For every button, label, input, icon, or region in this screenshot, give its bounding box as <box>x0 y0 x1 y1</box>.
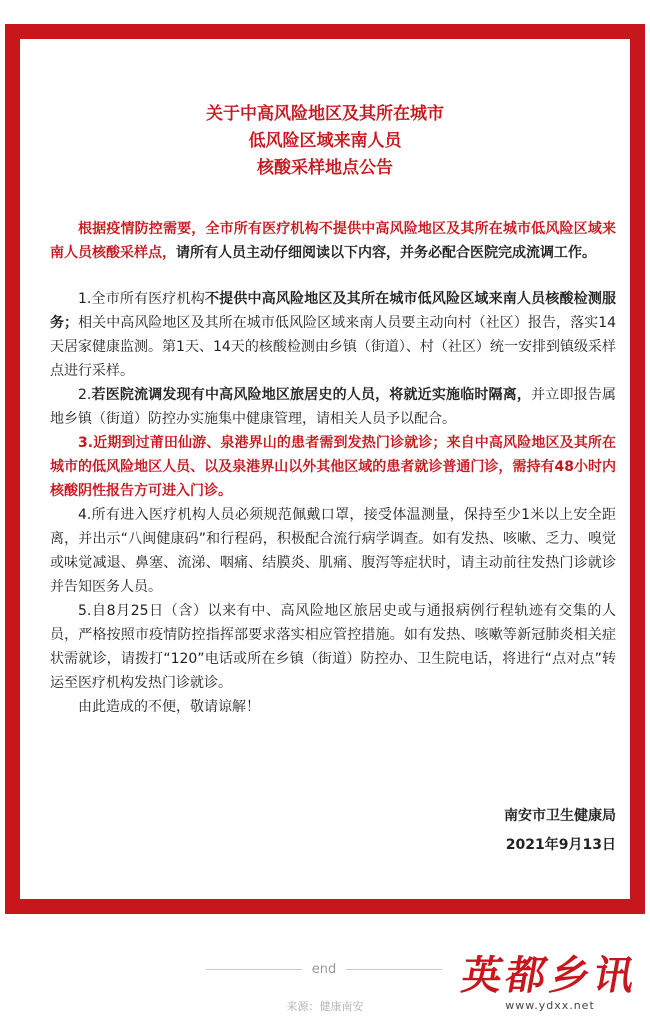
item-1-part-2: 不提供中高风险地区及其所在城市低风险区域来南人员核酸检测服务； <box>50 291 617 331</box>
item-4 <box>50 503 616 599</box>
notice-frame <box>5 24 645 914</box>
divider-line-left <box>206 969 302 970</box>
closing-line <box>50 695 616 719</box>
intro-bold-text: 请所有人员主动仔细阅读以下内容，并务必配合医院完成流调工作。 <box>176 245 596 261</box>
title-line-2: 低风险区域来南人员 <box>248 131 402 151</box>
end-divider <box>195 962 453 977</box>
issue-date: 2021年9月13日 <box>505 837 616 853</box>
divider-line-right <box>346 969 442 970</box>
notice-title <box>20 101 630 182</box>
item-3-text: 3.近期到过莆田仙游、泉港界山的患者需到发热门诊就诊；来自中高风险地区及其所在城市的低风险地区人员、以及泉港界山以外其他区域的患者就诊普通门诊，需持有48小时内核酸阴性报告方可进入门诊。 <box>50 435 616 499</box>
source-label: 来源：健康南安 <box>286 1000 364 1013</box>
intro-paragraph <box>50 217 616 265</box>
signature-block <box>504 802 616 860</box>
title-line-1: 关于中高风险地区及其所在城市 <box>206 104 444 124</box>
watermark <box>457 952 643 1012</box>
notice-card <box>20 39 630 899</box>
item-1-part-1: 1.全市所有医疗机构 <box>78 291 205 307</box>
item-2-part-1: 2. <box>78 387 92 403</box>
notice-body <box>50 217 616 719</box>
item-5 <box>50 599 616 695</box>
item-1-part-3: 相关中高风险地区及其所在城市低风险区域来南人员要主动向村（社区）报告，落实14天居家健康监测。第1天、14天的核酸检测由乡镇（街道）、村（社区）统一安排到镇级采样点进行采样。 <box>50 315 617 379</box>
intro-red-text: 根据疫情防控需要，全市所有医疗机构不提供中高风险地区及其所在城市低风险区域来南人员核酸采样点， <box>50 221 616 261</box>
closing-text: 由此造成的不便，敬请谅解！ <box>78 699 260 715</box>
item-2 <box>50 383 616 431</box>
item-5-text: 5.自8月25日（含）以来有中、高风险地区旅居史或与通报病例行程轨迹有交集的人员，严格按照市疫情防控指挥部要求落实相应管控措施。如有发热、咳嗽等新冠肺炎相关症状需就诊，请拨打“120”电话或所在乡镇（街道）防控办、卫生院电话，将进行“点对点”转运至医疗机构发热门诊就诊。 <box>50 603 616 691</box>
item-2-part-2: 若医院流调发现有中高风险地区旅居史的人员，将就近实施临时隔离， <box>91 387 532 403</box>
end-label: end <box>311 962 337 977</box>
title-line-3: 核酸采样地点公告 <box>257 158 393 178</box>
item-2-part-3: 并立即报告属地乡镇（街道）防控办实施集中健康管理，请相关人员予以配合。 <box>50 387 617 427</box>
item-1 <box>50 287 616 383</box>
item-3 <box>50 431 616 503</box>
issuer: 南安市卫生健康局 <box>504 808 616 824</box>
watermark-logo: 英都乡讯 <box>457 952 643 999</box>
watermark-url: www.ydxx.net <box>505 999 595 1012</box>
item-4-text: 4.所有进入医疗机构人员必须规范佩戴口罩，接受体温测量，保持至少1米以上安全距离，并出示“八闽健康码”和行程码，积极配合流行病学调查。如有发热、咳嗽、乏力、嗅觉或味觉减退、鼻塞、流涕、咽痛、结膜炎、肌痛、腹泻等症状时，请主动前往发热门诊就诊并告知医务人员。 <box>50 507 616 595</box>
